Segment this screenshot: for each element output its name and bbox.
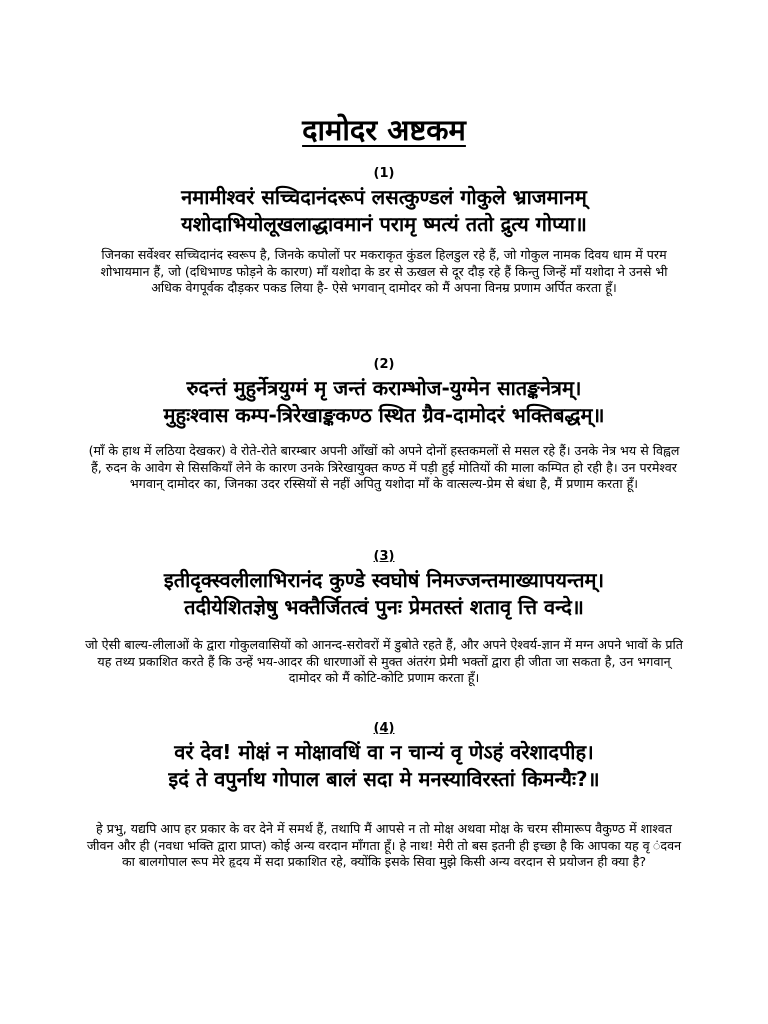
verse-2-number: (2)	[373, 357, 395, 372]
verse-4-number-text: (4)	[373, 721, 395, 736]
verse-2-meaning: (माँ के हाथ में लठिया देखकर) वे रोते-रोते बारम्बार अपनी आँखों को अपने दोनों हस्तकमलों से मसल रहे हैं। उनके नेत्र भय से विह्वल हैं, रुदन के आवेग से सिसकियाँ लेने के कारण उनके त्रिरेखायुक्त कण्ठ में पड़ी हुई मोतियों की माला कम्पित हो रही है। उन परमेश्वर भगवान् दामोदर का, जिनका उदर रस्सियों से नहीं अपितु यशोदा माँ के वात्सल्य-प्रेम से बंधा है, मैं प्रणाम करता हूँ।	[88, 443, 680, 492]
verse-2-line-1: रुदन्तं मुहुर्नेत्रयुग्मं मृ जन्तं कराम्भोज-युग्मेन सातङ्कनेत्रम्।	[186, 376, 582, 400]
verse-2	[40, 357, 728, 429]
verse-1	[40, 166, 728, 238]
verse-3-meaning: जो ऐसी बाल्य-लीलाओं के द्वारा गोकुलवासियों को आनन्द-सरोवरों में डुबोते रहते हैं, और अपने ऐश्वर्य-ज्ञान में मग्न अपने भावों के प्रति यह तथ्य प्रकाशित करते हैं कि उन्हें भय-आदर की धारणाओं से मुक्त अंतरंग प्रेमी भक्तों द्वारा ही जीता जा सकता है, उन भगवान् दामोदर को मैं कोटि-कोटि प्रणाम करता हूँ।	[85, 637, 683, 686]
verse-3-number	[40, 549, 728, 565]
verse-1-number: (1)	[373, 166, 395, 181]
verse-4-number	[40, 721, 728, 737]
verse-1-meaning: जिनका सर्वेश्वर सच्चिदानंद स्वरूप है, जिनके कपोलों पर मकराकृत कुंडल हिलडुल रहे हैं, जो गोकुल नामक दिवय धाम में परम शोभायमान हैं, जो (दधिभाण्ड फोड़ने के कारण) माँ यशोदा के डर से ऊखल से दूर दौड़ रहे हैं किन्तु जिन्हें माँ यशोदा ने उनसे भी अधिक वेगपूर्वक दौड़कर पकड लिया है- ऐसे भगवान् दामोदर को मैं अपना विनम्र प्रणाम अर्पित करता हूँ।	[100, 247, 668, 296]
page-title	[0, 110, 768, 150]
verse-4-line-1: वरं देव! मोक्षं न मोक्षावधिं वा न चान्यं वृ णेऽहं वरेशादपीह।	[174, 740, 594, 764]
verse-3-line-1: इतीदृक्स्वलीलाभिरानंद कुण्डे स्वघोषं निमज्जन्तमाख्यापयन्तम्।	[163, 568, 605, 592]
verse-3-number-text: (3)	[373, 549, 395, 564]
verse-4	[40, 721, 728, 793]
verse-4-meaning: हे प्रभु, यद्यपि आप हर प्रकार के वर देने में समर्थ हैं, तथापि मैं आपसे न तो मोक्ष अथवा मोक्ष के चरम सीमारूप वैकुण्ठ में शाश्वत जीवन और ही (नवधा भक्ति द्वारा प्राप्त) कोई अन्य वरदान माँगता हूँ। हे नाथ! मेरी तो बस इतनी ही इच्छा है कि आपका यह वृ ंदवन का बालगोपाल रूप मेरे हृदय में सदा प्रकाशित रहे, क्योंकि इसके सिवा मुझे किसी अन्य वरदान से प्रयोजन ही क्या है?	[86, 821, 682, 870]
verse-1-line-1: नमामीश्वरं सच्चिदानंदरूपं लसत्कुण्डलं गोकुले भ्राजमानम्	[181, 185, 587, 209]
verse-2-line-2: मुहुःश्वास कम्प-त्रिरेखाङ्ककण्ठ स्थित ग्रैव-दामोदरं भक्तिबद्धम्॥	[163, 403, 605, 427]
title-text: दामोदर अष्टकम	[302, 113, 466, 147]
verse-1-line-2: यशोदाभियोलूखलाद्धावमानं परामृ ष्मत्यं ततो द्रुत्य गोप्या॥	[181, 212, 587, 236]
verse-3-line-2: तदीयेशितज्ञेषु भक्तैर्जितत्वं पुनः प्रेमतस्तं शतावृ त्ति वन्दे॥	[184, 595, 584, 619]
verse-4-line-2: इदं ते वपुर्नाथ गोपाल बालं सदा मे मनस्याविरस्तां किमन्यैः?॥	[168, 767, 600, 791]
verse-3	[40, 549, 728, 621]
